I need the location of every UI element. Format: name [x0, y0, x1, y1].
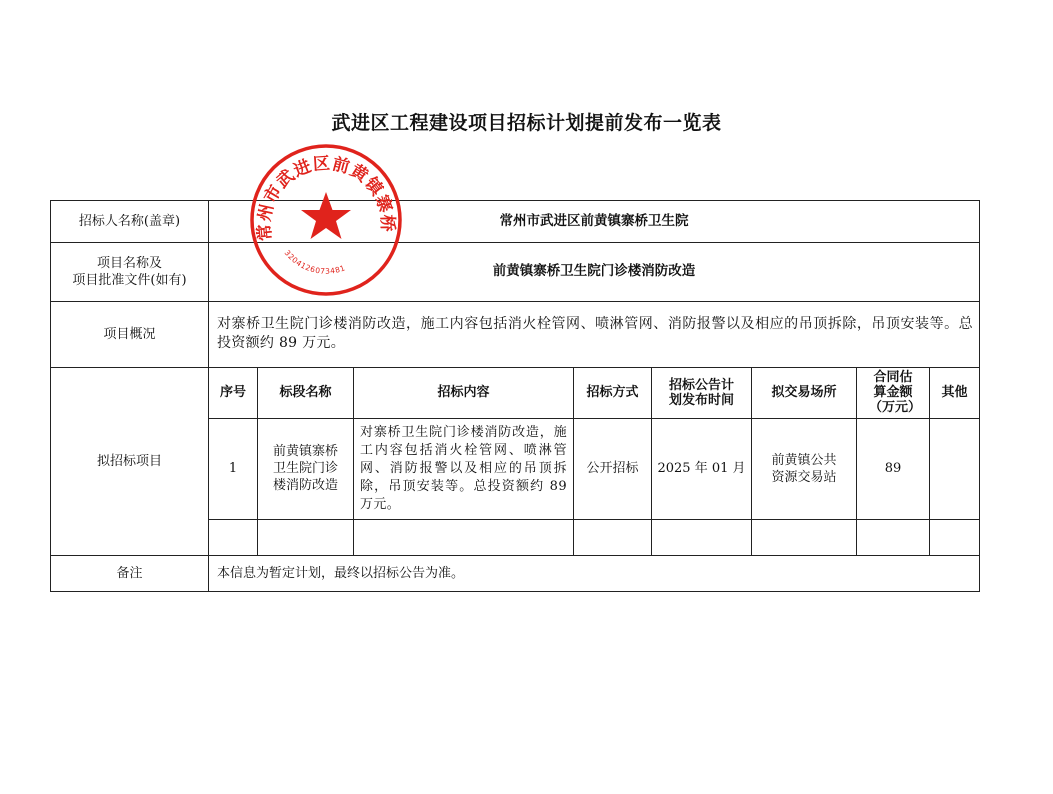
col-header-method: 招标方式 [586, 385, 639, 400]
project-label [51, 242, 208, 301]
row-content: 对寨桥卫生院门诊楼消防改造，施工内容包括消火栓管网、喷淋管网、消防报警以及相应的吊顶拆除，吊顶安装等。总投资额约 89 万元。 [360, 424, 567, 512]
col-header-other: 其他 [941, 385, 968, 400]
project-label-line1: 项目名称及 [96, 255, 162, 271]
tenderer-label: 招标人名称(盖章) [78, 214, 181, 229]
col-header-section: 标段名称 [279, 385, 332, 400]
seal-code: 3204126073481 [282, 248, 347, 276]
row-method: 公开招标 [586, 461, 639, 476]
row-time: 2025 年 01 月 [657, 461, 746, 476]
svg-text:3204126073481 [283, 248, 347, 275]
seal-name: 常州市武进区前黄镇寨桥 [254, 153, 398, 242]
row-section: 前黄镇寨桥卫生院门诊楼消防改造 [272, 444, 338, 493]
remark-label: 备注 [116, 565, 143, 581]
seal-star-icon [301, 192, 351, 239]
page-title: 武进区工程建设项目招标计划提前发布一览表 [331, 112, 722, 134]
col-header-time: 招标公告计划发布时间 [668, 377, 734, 408]
col-header-no: 序号 [219, 385, 246, 400]
remark-value: 本信息为暂定计划，最终以招标公告为准。 [217, 565, 465, 581]
row-no: 1 [228, 461, 238, 476]
row-other [930, 418, 979, 519]
overview-label: 项目概况 [103, 326, 156, 342]
official-seal [246, 140, 406, 300]
project-label-line2: 项目批准文件(如有) [72, 272, 187, 288]
planned-label: 拟招标项目 [96, 453, 162, 469]
row-amount: 89 [884, 461, 902, 476]
col-header-content: 招标内容 [437, 385, 490, 400]
col-header-amount: 合同估算金额（万元） [869, 370, 922, 415]
plan-table [50, 200, 980, 592]
row-venue: 前黄镇公共资源交易站 [771, 452, 837, 485]
overview-value: 对寨桥卫生院门诊楼消防改造，施工内容包括消火栓管网、喷淋管网、消防报警以及相应的吊顶拆除，吊顶安装等。总投资额约 89 万元。 [217, 316, 973, 351]
project-value: 前黄镇寨桥卫生院门诊楼消防改造 [492, 263, 696, 279]
tenderer-value: 常州市武进区前黄镇寨桥卫生院 [499, 213, 689, 229]
col-header-venue: 拟交易场所 [771, 385, 837, 400]
